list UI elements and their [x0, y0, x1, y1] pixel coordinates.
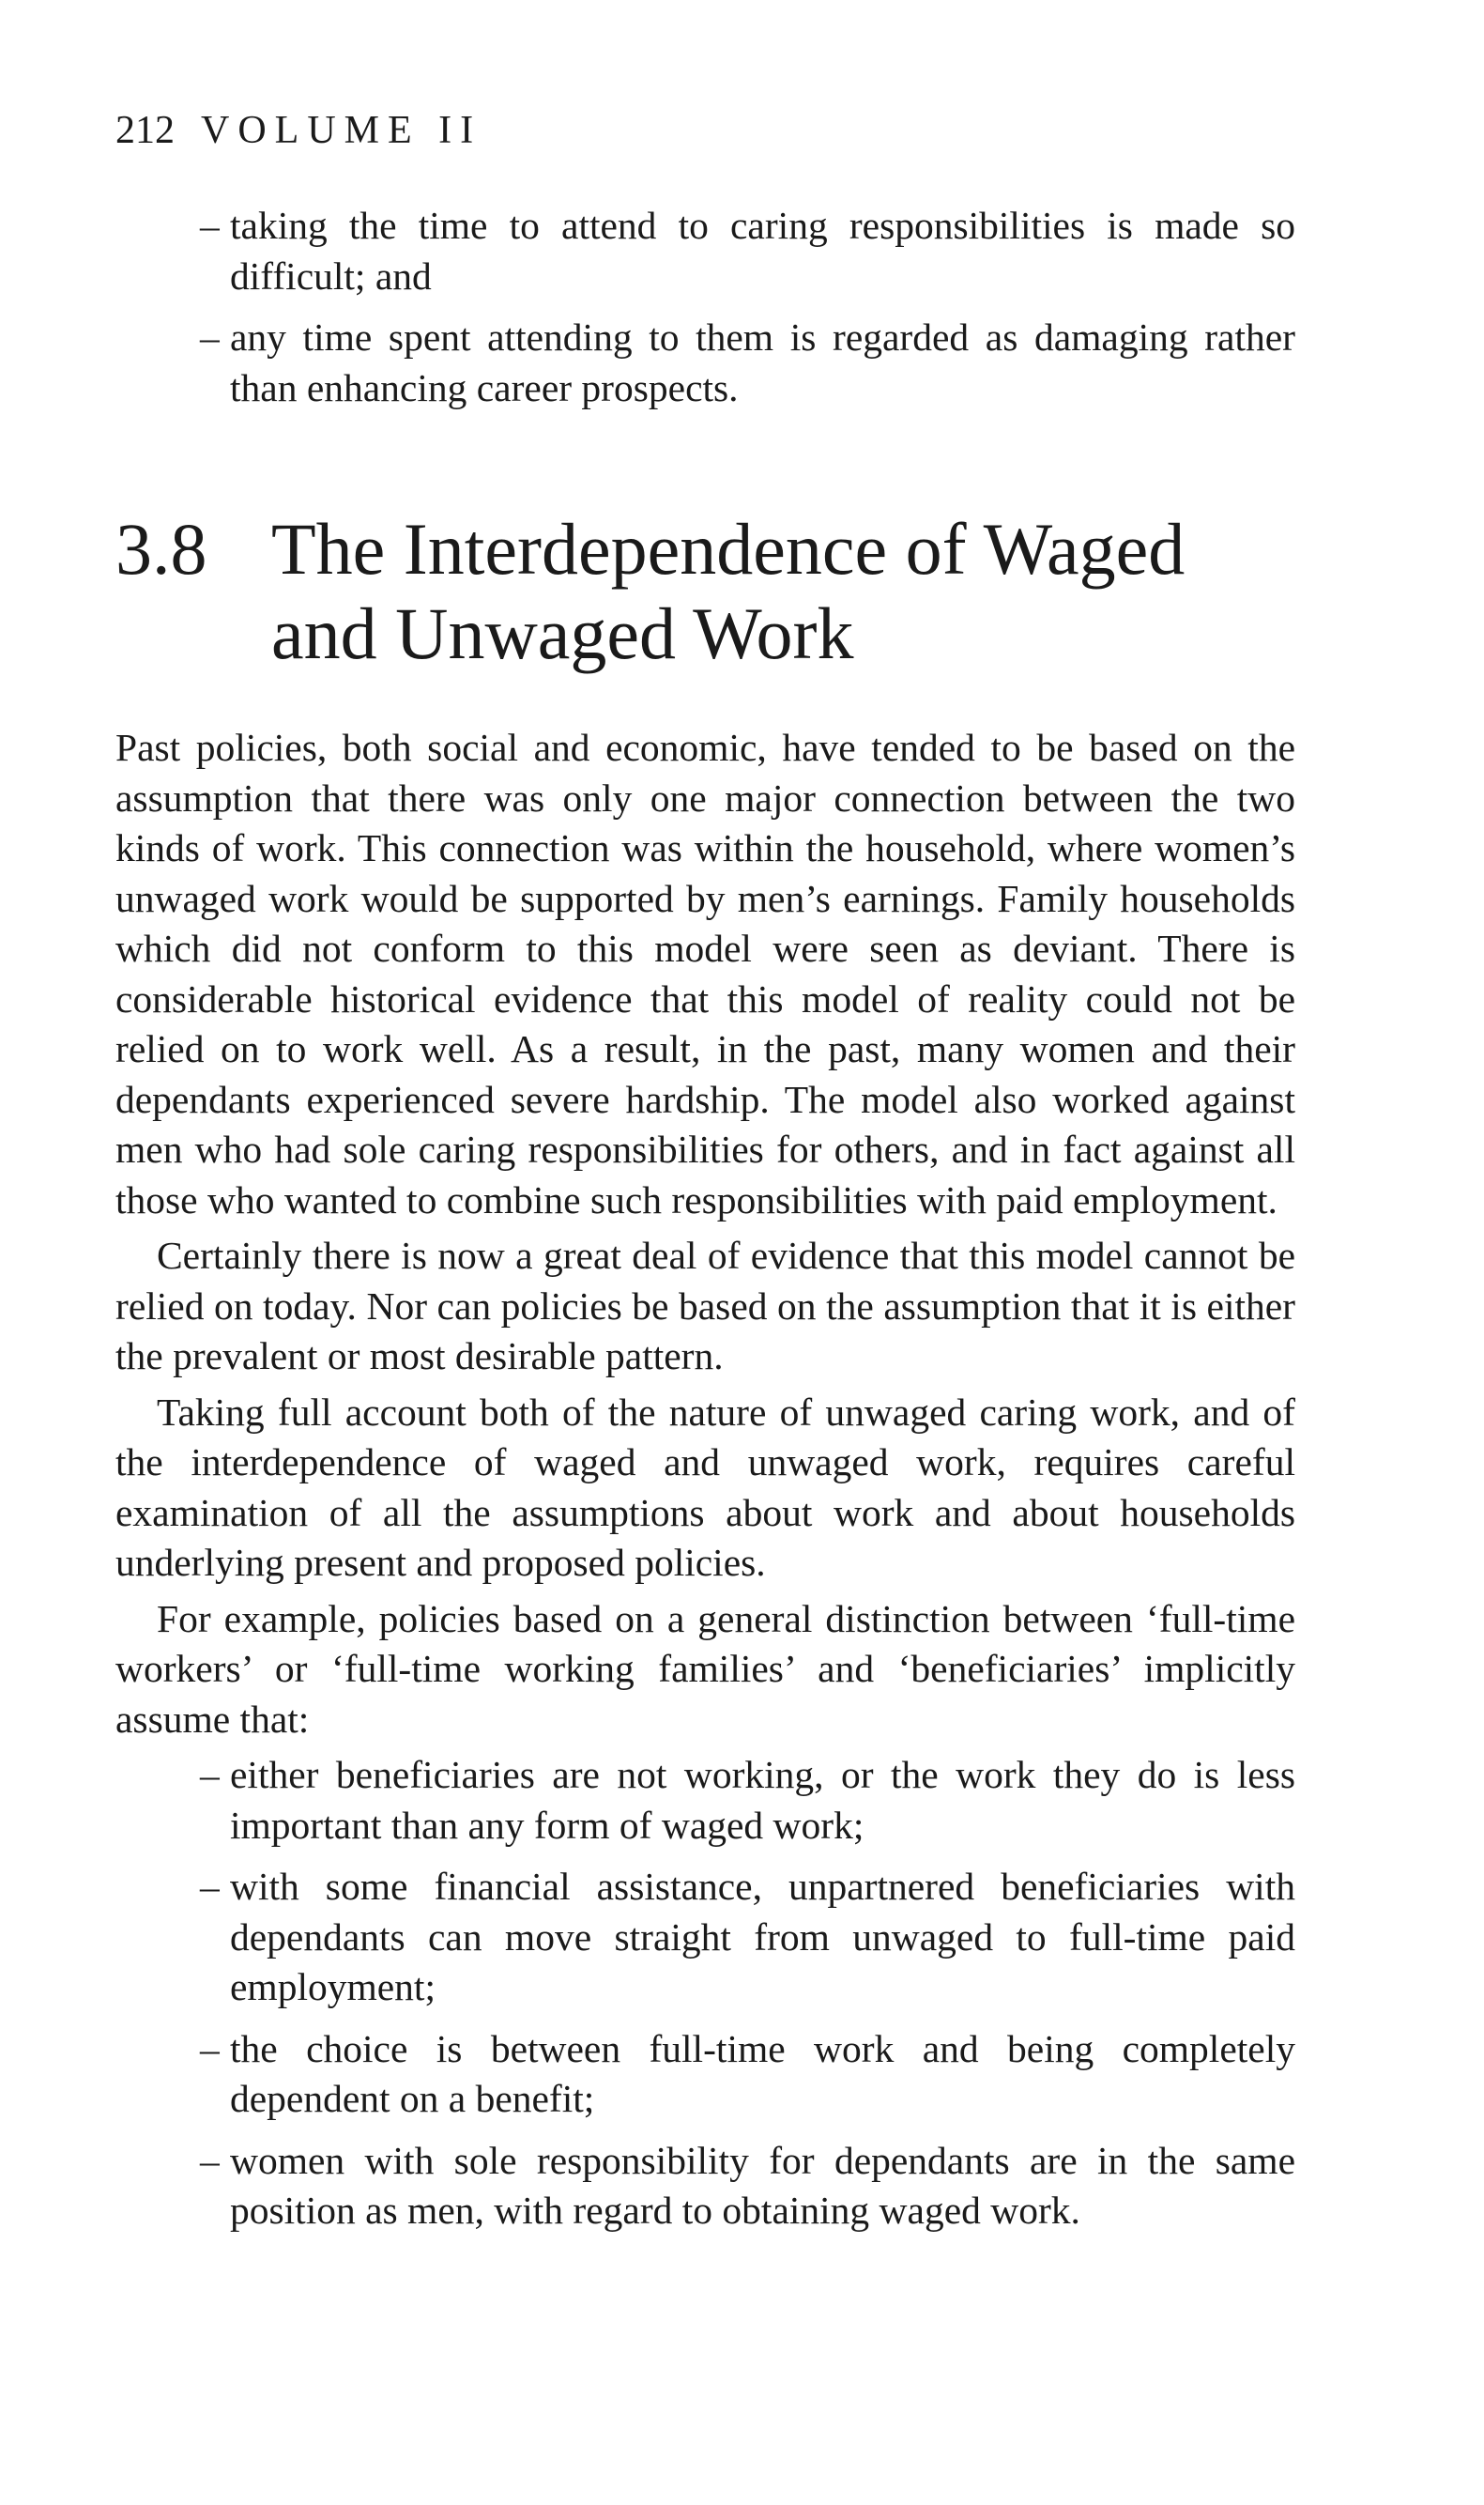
list-item-text: the choice is between full-time work and being completely dependent on a benefit; [230, 2026, 1295, 2120]
dash-bullet: – [200, 1753, 220, 1796]
list-item-text: any time spent attending to them is regarded as damaging rather than enhancing career prospects. [230, 315, 1295, 409]
list-item-text: with some financial assistance, unpartnered beneficiaries with dependants can move straight from unwaged to full-time paid employment; [230, 1865, 1295, 2008]
dash-bullet: – [200, 2026, 220, 2070]
assumptions-list [115, 1750, 1295, 2236]
intro-list-block [115, 201, 1295, 424]
section-number: 3.8 [115, 508, 207, 590]
list-item-text: women with sole responsibility for dependants are in the same position as men, with regard to obtaining waged work. [230, 2138, 1295, 2232]
list-item [115, 2024, 1295, 2125]
list-item [115, 1862, 1295, 2013]
list-item [115, 2136, 1295, 2236]
list-item-text: taking the time to attend to caring responsibilities is made so difficult; and [230, 204, 1295, 298]
dash-bullet: – [200, 204, 220, 247]
paragraph: For example, policies based on a general distinction between ‘full-time workers’ or ‘full-time working families’ and ‘beneficiaries’ implicitly assume that: [115, 1596, 1295, 1741]
paragraph: Past policies, both social and economic, have tended to be based on the assumption that there was only one major connection between the two kinds of work. This connection was within the household, where women’s unwaged work would be supported by men’s earnings. Family households which did not conform to this model were seen as deviant. There is considerable historical evidence that this model of reality could not be relied on to work well. As a result, in the past, many women and their dependants experienced severe hardship. The model also worked against men who had sole caring responsibilities for others, and in fact against all those who wanted to combine such responsibilities with paid employment. [115, 726, 1295, 1222]
list-item [115, 1750, 1295, 1851]
section-heading [115, 507, 1295, 676]
body-text [115, 723, 1295, 2248]
intro-list [115, 201, 1295, 413]
list-item [115, 313, 1295, 413]
paragraph: Certainly there is now a great deal of evidence that this model cannot be relied on today. Nor can policies be based on the assumption that it is either the prevalent or most desirable pattern. [115, 1234, 1295, 1377]
running-head [115, 111, 482, 150]
running-title: VOLUME II [201, 109, 482, 152]
dash-bullet: – [200, 2138, 220, 2182]
dash-bullet: – [200, 315, 220, 359]
list-item [115, 201, 1295, 301]
paragraph: Taking full account both of the nature of unwaged caring work, and of the interdependence of waged and unwaged work, requires careful examination of all the assumptions about work and about households underlying present and proposed policies. [115, 1390, 1295, 1584]
page-number: 212 [115, 109, 175, 152]
dash-bullet: – [200, 1865, 220, 1908]
list-item-text: either beneficiaries are not working, or the work they do is less important than any form of waged work; [230, 1753, 1295, 1847]
section-title: The Interdependence of Waged and Unwaged Work [271, 508, 1186, 674]
